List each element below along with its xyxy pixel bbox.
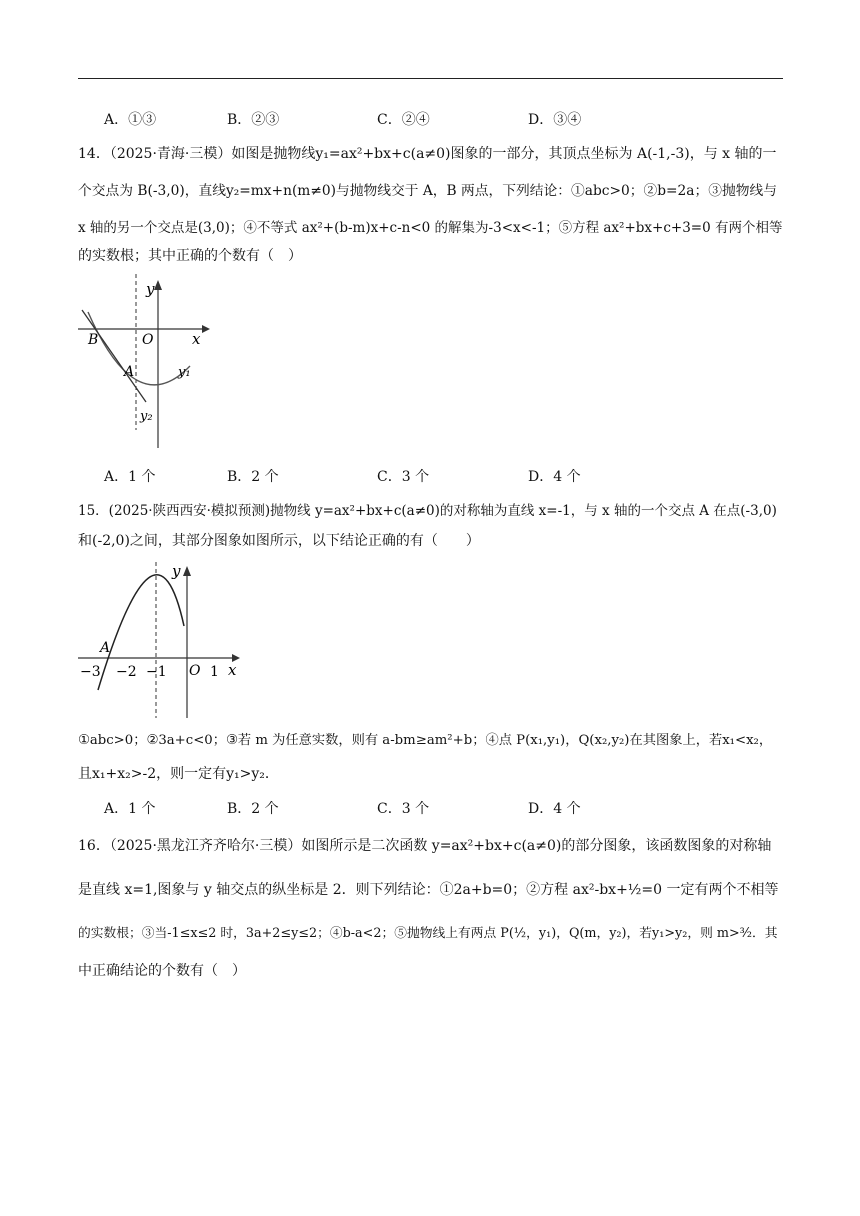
- q15-origin-label: O: [189, 663, 201, 679]
- q13-option-c[interactable]: C．②④: [377, 112, 430, 128]
- q15-y-axis-arrow: [183, 566, 191, 576]
- q15-tick-minus2: −2: [116, 664, 137, 680]
- q15-point-a-label: A: [100, 640, 111, 656]
- q14-parabola-y1: [88, 312, 190, 385]
- q14-line-label: y₂: [140, 409, 153, 424]
- q15-figure: [76, 558, 246, 720]
- q14-figure: [74, 272, 214, 452]
- q15-line-1: 15．(2025·陕西西安·模拟预测)抛物线 y=ax²+bx+c(a≠0)的对称轴为直线 x=-1，与 x 轴的一个交点 A 在点(-3,0): [78, 503, 777, 519]
- header-rule: [78, 78, 783, 79]
- q15-parabola: [98, 575, 184, 690]
- q14-y-axis-arrow: [154, 280, 162, 290]
- q14-x-axis-arrow: [202, 325, 210, 333]
- q15-option-a[interactable]: A．1 个: [104, 801, 156, 817]
- q14-point-a-label: A: [124, 364, 135, 380]
- q13-option-a[interactable]: A．①③: [104, 112, 157, 128]
- q16-line-2: 是直线 x=1,图象与 y 轴交点的纵坐标是 2．则下列结论：①2a+b=0；②方程 ax²-bx+½=0 一定有两个不相等: [78, 882, 779, 898]
- q14-line-3: x 轴的另一个交点是(3,0)；④不等式 ax²+(b-m)x+c-n<0 的解集为-3<x<-1；⑤方程 ax²+bx+c+3=0 有两个相等: [78, 220, 783, 236]
- q14-line-1: 14．（2025·青海·三模）如图是抛物线y₁=ax²+bx+c(a≠0)图象的一部分，其顶点坐标为 A(-1,-3)，与 x 轴的一: [78, 146, 777, 162]
- q16-line-4: 中正确结论的个数有（ ）: [78, 963, 246, 979]
- q14-curve-label: y₁: [178, 365, 191, 380]
- q14-line-4: 的实数根；其中正确的个数有（ ）: [78, 248, 302, 264]
- q14-option-d[interactable]: D．4 个: [528, 469, 581, 485]
- q16-line-3: 的实数根；③当-1≤x≤2 时，3a+2≤y≤2；④b-a<2；⑤抛物线上有两点 P(½，y₁)，Q(m，y₂)，若y₁>y₂，则 m>³⁄₂．其: [78, 926, 778, 941]
- q14-origin-label: O: [142, 332, 154, 348]
- q15-option-c[interactable]: C．3 个: [377, 801, 430, 817]
- q15-x-label: x: [228, 661, 237, 679]
- q14-point-b-label: B: [88, 332, 99, 348]
- q15-line-2: 和(-2,0)之间，其部分图象如图所示，以下结论正确的有（ ）: [78, 533, 480, 549]
- q14-option-b[interactable]: B．2 个: [227, 469, 279, 485]
- q15-option-b[interactable]: B．2 个: [227, 801, 279, 817]
- q15-tick-1: 1: [210, 664, 219, 680]
- q13-option-d[interactable]: D．③④: [528, 112, 582, 128]
- q15-tick-minus1: −1: [146, 664, 167, 680]
- q14-line-2: 个交点为 B(-3,0)，直线y₂=mx+n(m≠0)与抛物线交于 A，B 两点，下列结论：①abc>0；②b=2a；③抛物线与: [78, 183, 777, 199]
- q14-option-a[interactable]: A．1 个: [104, 469, 156, 485]
- q14-y-label: y: [146, 280, 155, 298]
- q15-statement-1: ①abc>0；②3a+c<0；③若 m 为任意实数，则有 a-bm≥am²+b；④点 P(x₁,y₁)，Q(x₂,y₂)在其图象上，若x₁<x₂，: [78, 733, 773, 748]
- q15-y-label: y: [172, 562, 181, 580]
- q16-line-1: 16．（2025·黑龙江齐齐哈尔·三模）如图所示是二次函数 y=ax²+bx+c(a≠0)的部分图象，该函数图象的对称轴: [78, 838, 772, 854]
- q15-statement-2: 且x₁+x₂>-2，则一定有y₁>y₂．: [78, 766, 279, 782]
- q14-option-c[interactable]: C．3 个: [377, 469, 430, 485]
- q15-option-d[interactable]: D．4 个: [528, 801, 581, 817]
- q13-option-b[interactable]: B．②③: [227, 112, 280, 128]
- q15-tick-minus3: −3: [80, 664, 101, 680]
- q14-x-label: x: [192, 330, 201, 348]
